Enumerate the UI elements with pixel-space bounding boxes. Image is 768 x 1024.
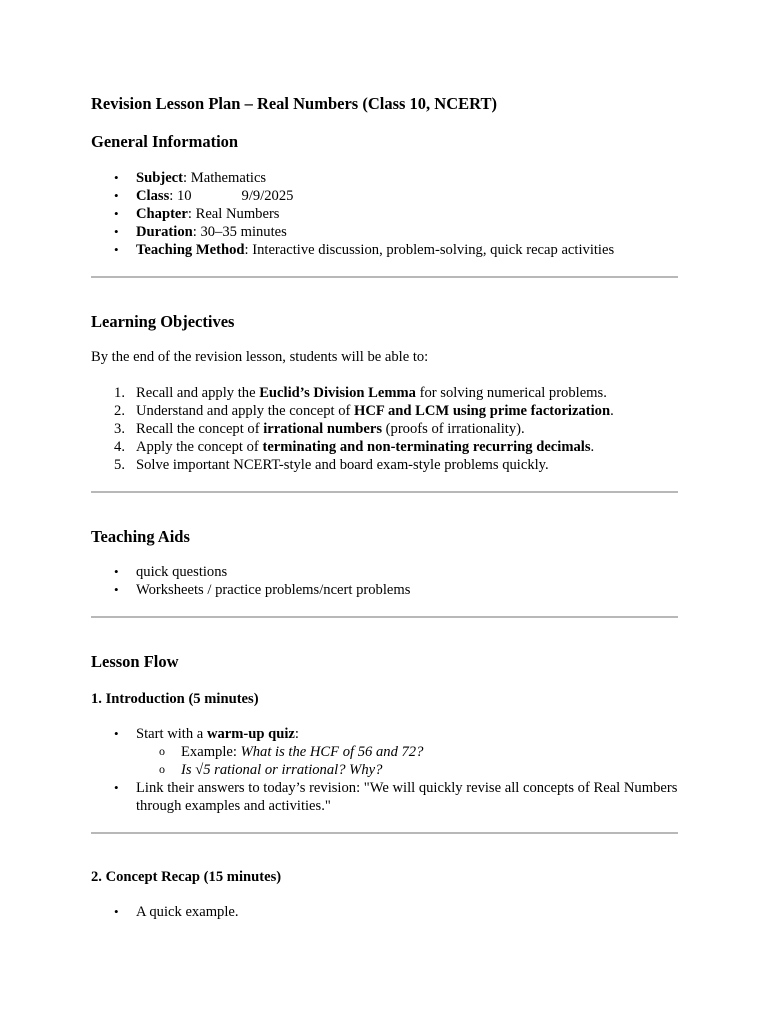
chapter-value: : Real Numbers — [187, 206, 280, 222]
list-item: 2. Understand and apply the concept of HCF and LCM using prime factorization. — [114, 403, 614, 419]
lesson-flow-heading: Lesson Flow — [91, 652, 179, 671]
list-item: o Is √5 rational or irrational? Why? — [136, 761, 678, 779]
warmup-sub-list — [136, 743, 678, 779]
class-date: 9/9/2025 — [241, 188, 294, 204]
list-item: 4. Apply the concept of terminating and non-terminating recurring decimals. — [114, 439, 595, 455]
teaching-aids-heading: Teaching Aids — [91, 527, 190, 546]
concept-recap-list — [91, 903, 678, 921]
teaching-method-value: : Interactive discussion, problem-solving, quick recap activities — [244, 242, 615, 258]
list-item: o Example: What is the HCF of 56 and 72? — [136, 743, 678, 761]
introduction-heading: 1. Introduction (5 minutes) — [91, 691, 259, 707]
class-value: : 10 — [169, 188, 192, 204]
list-item: 1. Recall and apply the Euclid’s Division Lemma for solving numerical problems. — [114, 385, 607, 401]
list-item: 5. Solve important NCERT-style and board exam-style problems quickly. — [114, 457, 549, 473]
list-item: • A quick example. — [91, 903, 678, 921]
concept-recap-heading: 2. Concept Recap (15 minutes) — [91, 869, 282, 885]
general-information-heading: General Information — [91, 132, 239, 151]
list-item: • Start with a warm-up quiz: o Example: What is the HCF of 56 and 72? o Is √5 rational or irrational? Why? — [91, 725, 678, 779]
list-item: 3. Recall the concept of irrational numbers (proofs of irrationality). — [114, 421, 525, 437]
introduction-list — [91, 725, 678, 815]
chapter-label: Chapter — [136, 206, 188, 222]
objectives-intro: By the end of the revision lesson, students will be able to: — [91, 349, 429, 365]
teaching-aids-list — [91, 563, 678, 599]
learning-objectives-heading: Learning Objectives — [91, 312, 235, 331]
list-item: • Worksheets / practice problems/ncert problems — [91, 581, 678, 599]
general-information-list — [91, 169, 678, 259]
subject-value: : Mathematics — [183, 170, 267, 186]
duration-label: Duration — [136, 224, 193, 240]
document-page — [91, 93, 678, 921]
list-item: • Link their answers to today’s revision: "We will quickly revise all concepts of Real Numbers through examples and activities." — [91, 779, 678, 815]
document-title: Revision Lesson Plan – Real Numbers (Class 10, NCERT) — [91, 94, 497, 113]
list-item-subject — [91, 169, 678, 187]
teaching-method-label: Teaching Method — [136, 242, 245, 258]
list-item-chapter — [91, 205, 678, 223]
class-label: Class — [136, 188, 170, 204]
subject-label: Subject — [136, 170, 184, 186]
list-item: • quick questions — [91, 563, 678, 581]
duration-value: : 30–35 minutes — [192, 224, 287, 240]
list-item-teaching-method — [91, 241, 678, 259]
list-item-class — [91, 187, 678, 205]
list-item-duration — [91, 223, 678, 241]
objectives-list — [91, 384, 678, 474]
